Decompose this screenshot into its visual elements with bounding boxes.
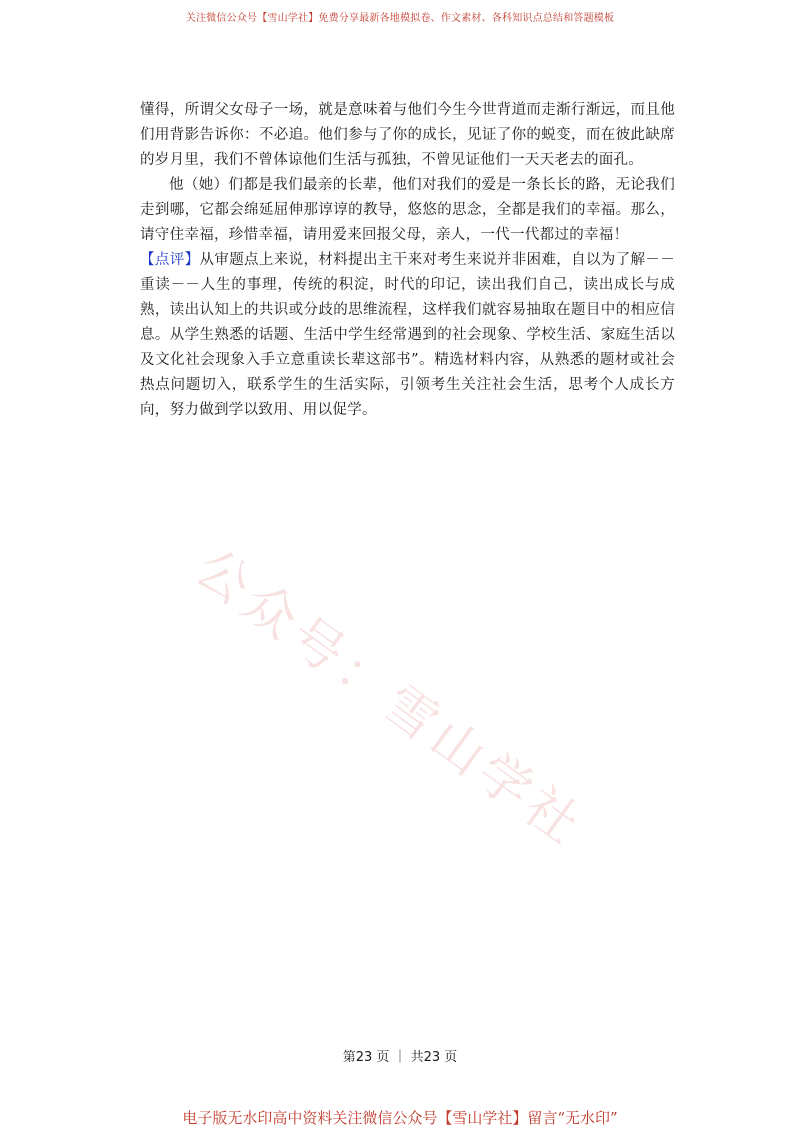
header-promo-banner: 关注微信公众号【雪山学社】免费分享最新各地模拟卷、作文素材、各科知识点总结和答题模板 <box>185 13 615 24</box>
document-body <box>140 98 675 423</box>
footer-promo-banner: 电子版无水印高中资料关注微信公众号【雪山学社】留言“无水印” <box>182 1109 618 1127</box>
body-paragraph-continuation: 懂得，所谓父女母子一场，就是意味着与他们今生今世背道而走渐行渐远，而且他们用背影告诉你：不必追。他们参与了你的成长，见证了你的蜕变，而在彼此缺席的岁月里，我们不曾体谅他们生活与孤独，不曾见证他们一天天老去的面孔。 <box>140 102 675 168</box>
comment-label: 【点评】 <box>140 252 200 268</box>
page-number: 第23 页 ｜ 共23 页 <box>342 1050 458 1065</box>
comment-paragraph <box>140 248 675 423</box>
body-paragraph-conclusion: 他（她）们都是我们最亲的长辈，他们对我们的爱是一条长长的路，无论我们走到哪，它都会绵延屈伸那谆谆的教导，悠悠的思念，全都是我们的幸福。那么，请守住幸福，珍惜幸福，请用爱来回报父母，亲人，一代一代都过的幸福！ <box>140 177 675 243</box>
watermark-text: 公众号：雪山学社 <box>184 537 595 859</box>
comment-text: 从审题点上来说，材料提出主干来对考生来说并非困难，自以为了解－－重读－－人生的事理，传统的积淀，时代的印记，读出我们自己，读出成长与成熟，读出认知上的共识或分歧的思维流程，这样我们就容易抽取在题目中的相应信息。从学生熟悉的话题、生活中学生经常遇到的社会现象、学校生活、家庭生活以及文化社会现象入手立意重读长辈这部书”。精选材料内容，从熟悉的题材或社会热点问题切入，联系学生的生活实际，引领考生关注社会生活，思考个人成长方向，努力做到学以致用、用以促学。 <box>140 252 675 418</box>
